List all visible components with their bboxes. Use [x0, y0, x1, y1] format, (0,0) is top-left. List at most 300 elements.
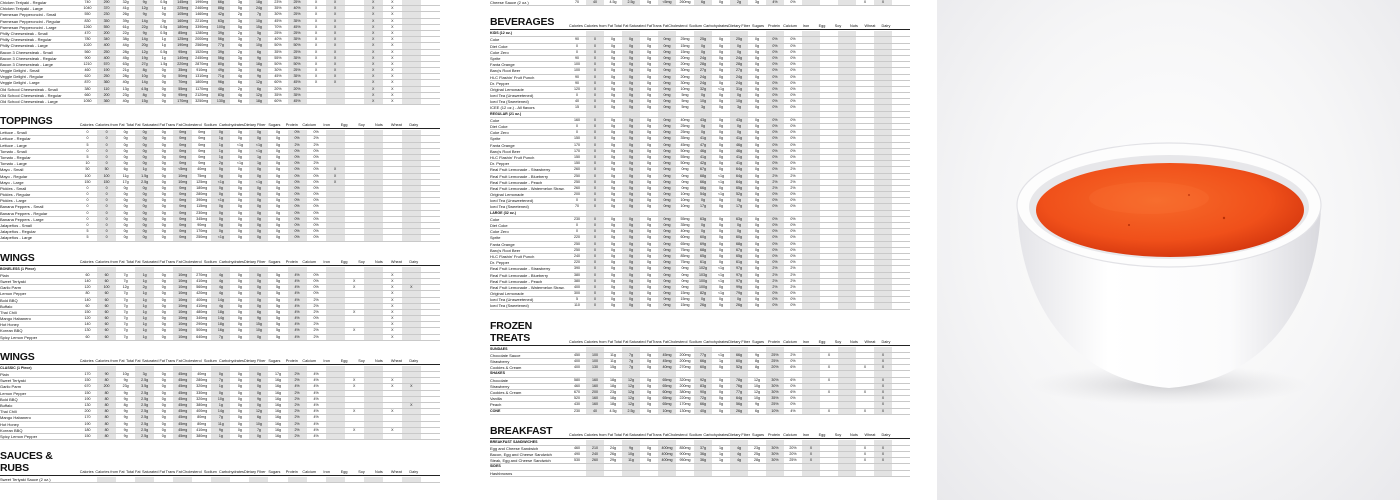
cell-value: 0g: [755, 204, 759, 209]
row-values: [568, 303, 910, 308]
cell-value: [658, 471, 676, 476]
cell-value: [874, 279, 892, 284]
cell-value: 0g: [161, 372, 166, 376]
cell-value: 39g: [122, 18, 129, 23]
item-name: Fanta Orange: [490, 241, 515, 247]
cell-value: 0g: [611, 284, 615, 289]
cell-value: 28g: [122, 49, 129, 54]
cell-value: 6%: [790, 377, 796, 382]
row-values: [568, 402, 910, 407]
cell-value: [820, 347, 838, 352]
cell-value: 35%: [766, 396, 784, 401]
cell-value: X: [391, 285, 394, 290]
item-name: Thai Chili: [0, 309, 17, 315]
cell-value: [421, 235, 440, 240]
cell-value: 0mg: [173, 130, 192, 135]
cell-value: 0g: [755, 142, 759, 147]
cell-value: [766, 31, 784, 36]
cell-value: 0g: [161, 396, 166, 401]
cell-value: 0g: [237, 316, 242, 321]
cell-value: 17g: [274, 372, 281, 376]
cell-value: 36g: [694, 452, 712, 457]
column-header: Soy: [358, 358, 365, 363]
cell-value: [192, 477, 211, 482]
cell-value: [802, 211, 820, 216]
column-header: Wheat: [864, 339, 876, 344]
cell-value: [874, 93, 892, 98]
cell-value: 0g: [611, 124, 615, 128]
cell-value: 0mg: [658, 105, 676, 110]
cell-value: 0g: [755, 173, 759, 178]
cell-value: 25g: [730, 37, 748, 42]
cell-value: [874, 273, 892, 278]
cell-value: 160mg: [173, 19, 192, 24]
cell-value: [838, 143, 856, 148]
cell-value: [640, 112, 658, 117]
item-name: Parmesan Pepperoncini - Regular: [0, 18, 61, 24]
cell-value: 0g: [694, 130, 712, 135]
cell-value: [802, 402, 820, 407]
cell-value: [402, 273, 421, 278]
row-values: [568, 464, 910, 469]
item-name: Bold BBQ: [0, 396, 18, 402]
cell-value: 0mg: [658, 174, 676, 179]
cell-value: [364, 291, 383, 296]
cell-value: 210: [586, 446, 604, 451]
item-name: Tomato - Large: [0, 161, 27, 167]
cell-value: [402, 198, 421, 203]
section-title: BREAKFAST: [490, 424, 553, 437]
cell-value: 52g: [730, 192, 748, 197]
cell-value: 0g: [622, 198, 640, 203]
cell-value: [345, 204, 364, 209]
cell-value: 0g: [694, 223, 712, 228]
cell-value: [820, 93, 838, 98]
column-header: Carbohydrates: [703, 339, 729, 344]
cell-value: 0g: [249, 235, 268, 240]
cell-value: [640, 371, 658, 376]
cell-value: [802, 260, 820, 265]
cell-value: 38g: [122, 37, 129, 42]
cell-value: 0g: [161, 272, 166, 277]
row-values: [568, 217, 910, 222]
cell-value: [622, 347, 640, 352]
cell-value: 90: [575, 37, 579, 42]
cell-value: 200: [97, 384, 116, 389]
cell-value: [364, 384, 383, 389]
cell-value: 4%: [313, 421, 319, 426]
cell-value: 2%: [288, 143, 307, 148]
cell-value: X: [391, 30, 394, 35]
cell-value: 0g: [249, 384, 268, 389]
cell-value: 0: [586, 81, 604, 86]
cell-value: 0%: [313, 285, 319, 290]
cell-value: 0g: [719, 117, 723, 122]
cell-value: 290mg: [196, 322, 208, 327]
cell-value: [892, 235, 910, 240]
cell-value: [712, 464, 730, 469]
cell-value: 0%: [790, 402, 796, 407]
cell-value: 0g: [647, 43, 651, 48]
cell-value: X: [391, 43, 394, 48]
cell-value: 5g: [275, 303, 280, 308]
cell-value: 23g: [610, 389, 616, 394]
cell-value: 0: [586, 180, 604, 185]
cell-value: 14g: [211, 409, 230, 414]
cell-value: 0g: [719, 247, 723, 252]
cell-value: [856, 180, 874, 185]
cell-value: 2.5g: [135, 409, 154, 414]
cell-value: 0g: [123, 210, 128, 215]
column-header: Saturated Fat: [141, 123, 165, 128]
cell-value: 1g: [211, 403, 230, 408]
cell-value: 0g: [647, 229, 651, 234]
cell-value: 2%: [288, 415, 307, 420]
cell-value: [402, 335, 421, 340]
cell-value: 15: [575, 105, 579, 110]
cell-value: 1g: [135, 167, 154, 172]
section-header: [490, 320, 910, 346]
row-values: [78, 130, 440, 135]
cell-value: 60: [97, 316, 116, 321]
cell-value: 900mg: [679, 452, 691, 457]
cell-value: 50%: [274, 43, 282, 48]
cell-value: [364, 335, 383, 340]
cell-value: [97, 477, 116, 482]
cell-value: 150: [84, 433, 91, 438]
cell-value: 0: [97, 217, 116, 222]
cell-value: [892, 471, 910, 476]
cell-value: 0g: [249, 434, 268, 439]
item-name: Jalapeños - Regular: [0, 229, 36, 235]
column-header: Nuts: [850, 432, 858, 437]
cell-value: 0%: [288, 174, 307, 179]
column-header: [422, 470, 439, 475]
cell-value: X: [391, 61, 394, 66]
cell-value: [748, 347, 766, 352]
cell-value: [421, 304, 440, 309]
cell-value: [802, 229, 820, 234]
cell-value: X: [391, 297, 394, 302]
cell-value: 0%: [766, 217, 784, 222]
cell-value: 0g: [611, 167, 615, 172]
cell-value: 0%: [313, 130, 319, 135]
cell-value: [892, 371, 910, 376]
cell-value: [820, 31, 838, 36]
cell-value: [249, 477, 268, 482]
cell-value: 4g: [237, 43, 242, 48]
cell-value: 270mg: [679, 365, 691, 370]
column-header: Calories: [79, 259, 94, 264]
cell-value: 1g: [211, 384, 230, 389]
cell-value: 0g: [647, 266, 651, 271]
item-name: Lemon Pepper: [0, 291, 27, 297]
cell-value: 0g: [237, 433, 242, 438]
cell-value: [586, 471, 604, 476]
cell-value: [421, 223, 440, 228]
cell-value: 0g: [611, 49, 615, 54]
cell-value: 0%: [766, 254, 784, 259]
cell-value: 0%: [313, 210, 319, 215]
cell-value: [802, 161, 820, 166]
cell-value: 0g: [647, 62, 651, 67]
item-name: Hot Honey: [0, 421, 19, 427]
cell-value: [820, 402, 838, 407]
cell-value: [838, 440, 856, 445]
cell-value: 25%: [288, 50, 307, 55]
cell-value: 0g: [211, 186, 230, 191]
cell-value: [802, 248, 820, 253]
cell-value: [568, 471, 586, 476]
cell-value: 35%: [274, 49, 282, 54]
cell-value: X: [364, 25, 383, 30]
cell-value: [856, 174, 874, 179]
cell-value: [802, 347, 820, 352]
cell-value: [820, 471, 838, 476]
cell-value: X: [391, 278, 394, 283]
cell-value: [383, 192, 402, 197]
row-values: [78, 384, 440, 389]
cell-value: 180: [84, 427, 91, 432]
cell-value: 0%: [313, 192, 319, 197]
cell-value: [383, 217, 402, 222]
cell-value: 70%: [274, 24, 282, 29]
row-values: [78, 143, 440, 148]
cell-value: [730, 440, 748, 445]
cell-value: [364, 328, 383, 333]
cell-value: X: [827, 377, 831, 382]
column-header: Trans Fat: [165, 259, 182, 264]
cell-value: [402, 428, 421, 433]
cell-value: [838, 198, 856, 203]
cell-value: 0g: [647, 68, 651, 73]
cell-value: 130g: [211, 99, 230, 104]
cell-value: 0: [586, 155, 604, 160]
cell-value: 0g: [161, 378, 166, 383]
cell-value: 9g: [249, 56, 268, 61]
cell-value: 10mg: [173, 298, 192, 303]
cell-value: 380: [574, 278, 580, 283]
cell-value: [658, 371, 676, 376]
cell-value: 0mg: [173, 211, 192, 216]
cell-value: [856, 242, 874, 247]
cell-value: [364, 223, 383, 228]
section-gap: [490, 6, 910, 16]
cell-value: 0: [586, 68, 604, 73]
cell-value: 95mg: [173, 50, 192, 55]
cell-value: [820, 396, 838, 401]
cell-value: 0g: [622, 44, 640, 49]
cell-value: [402, 155, 421, 160]
cell-value: 0g: [275, 210, 280, 215]
row-values: [568, 297, 910, 302]
cell-value: 380mg: [196, 433, 208, 438]
cell-value: 16g: [274, 378, 281, 383]
cell-value: [802, 235, 820, 240]
cell-value: [856, 359, 874, 364]
cell-value: 1g: [211, 136, 230, 141]
cell-value: [326, 328, 345, 333]
cell-value: 15g: [135, 99, 154, 104]
cell-value: [694, 440, 712, 445]
cell-value: 14g: [211, 316, 230, 321]
cell-value: [694, 347, 712, 352]
cell-value: 15mg: [680, 43, 690, 48]
row-values: [568, 365, 910, 370]
cell-value: 4%: [313, 384, 319, 389]
cell-value: 0%: [790, 192, 796, 197]
cell-value: 0g: [755, 278, 759, 283]
cell-value: 0g: [135, 217, 154, 222]
cell-value: [802, 266, 820, 271]
cell-value: 0g: [123, 136, 128, 141]
cell-value: 10g: [249, 422, 268, 427]
cell-value: [402, 291, 421, 296]
cell-value: [402, 217, 421, 222]
cell-value: [856, 161, 874, 166]
cell-value: 0%: [288, 130, 307, 135]
cell-value: [345, 273, 364, 278]
cell-value: X: [874, 384, 892, 389]
cell-value: 200: [586, 390, 604, 395]
row-values: [78, 31, 440, 36]
cell-value: 620: [84, 74, 91, 79]
cell-value: [730, 112, 748, 117]
cell-value: [838, 75, 856, 80]
cell-value: 0g: [237, 402, 242, 407]
cell-value: 60: [85, 303, 90, 308]
cell-value: X: [874, 0, 892, 5]
cell-value: [856, 155, 874, 160]
row-values: [568, 204, 910, 209]
cell-value: 3390mg: [195, 24, 209, 29]
cell-value: [892, 464, 910, 469]
cell-value: 45%: [288, 99, 307, 104]
cell-value: 0g: [755, 247, 759, 252]
cell-value: 10mg: [173, 273, 192, 278]
cell-value: X: [364, 6, 383, 11]
cell-value: 0g: [719, 62, 723, 67]
cell-value: [326, 87, 345, 92]
cell-value: [421, 87, 440, 92]
cell-value: 0g: [719, 37, 723, 42]
cell-value: [820, 371, 838, 376]
cell-value: [326, 322, 345, 327]
cell-value: <1g: [717, 173, 725, 178]
cell-value: 50%: [274, 61, 282, 66]
cell-value: [326, 397, 345, 402]
cell-value: [820, 223, 838, 228]
cell-value: [874, 266, 892, 271]
cell-value: 46g: [730, 149, 748, 154]
cell-value: 35mg: [680, 223, 690, 227]
cell-value: 27g: [694, 68, 712, 73]
cell-value: 24g: [694, 75, 712, 80]
cell-value: [874, 192, 892, 197]
cell-value: [402, 235, 421, 240]
cell-value: [364, 477, 383, 482]
cell-value: [676, 112, 694, 117]
cell-value: X: [391, 49, 394, 54]
cell-value: 1460mg: [195, 12, 209, 17]
item-name: Strawberry: [490, 383, 510, 389]
cell-value: 0mg: [681, 173, 689, 178]
cell-value: X: [314, 6, 318, 11]
cell-value: X: [874, 396, 892, 401]
cell-value: [364, 149, 383, 154]
cell-value: [820, 87, 838, 92]
cell-value: [192, 267, 211, 272]
cell-value: [345, 192, 364, 197]
cell-value: 0g: [249, 298, 268, 303]
cell-value: 670: [84, 384, 91, 389]
cell-value: 4.5g: [135, 87, 154, 92]
cell-value: 11g: [122, 173, 129, 178]
cell-value: 64g: [730, 396, 748, 401]
item-name: Thai Chili: [0, 409, 17, 415]
cell-value: [383, 155, 402, 160]
cell-value: 18g: [610, 402, 616, 407]
cell-value: [892, 390, 910, 395]
cell-value: 0%: [288, 155, 307, 160]
row-values: [568, 273, 910, 278]
cell-value: [874, 217, 892, 222]
cell-value: [268, 366, 287, 371]
cell-value: 24g: [730, 75, 748, 80]
item-name: Sprite: [490, 136, 501, 142]
cell-value: 2460mg: [195, 6, 209, 11]
cell-value: 0g: [161, 328, 166, 333]
cell-value: 0g: [611, 260, 615, 265]
cell-value: X: [874, 378, 892, 383]
cell-value: 41g: [122, 6, 129, 11]
column-header: Total Fat: [125, 358, 141, 363]
cell-value: X: [326, 12, 345, 17]
row-values: [78, 391, 440, 396]
cell-value: 40g: [694, 409, 712, 414]
cell-value: 0%: [766, 235, 784, 240]
cell-value: [345, 80, 364, 85]
cell-value: 60: [97, 291, 116, 296]
cell-value: [402, 378, 421, 383]
cell-value: 15mg: [680, 49, 690, 54]
cell-value: 40%: [274, 37, 282, 42]
item-name: Real Fruit Lemonade - Blueberry: [490, 173, 549, 179]
cell-value: 60%: [274, 80, 282, 85]
cell-value: 3g: [694, 105, 712, 110]
cell-value: 0mg: [658, 248, 676, 253]
cell-value: 0g: [237, 229, 242, 234]
cell-value: <1g: [717, 278, 725, 283]
cell-value: [402, 310, 421, 315]
item-name: Pickles - Small: [0, 185, 27, 191]
cell-value: [892, 440, 910, 445]
column-header: Iron: [323, 470, 330, 475]
item-name: Coke: [490, 216, 500, 222]
cell-value: 0g: [647, 185, 651, 190]
row-values: [78, 93, 440, 98]
cell-value: 0g: [211, 130, 230, 135]
cell-value: 90mg: [197, 223, 207, 227]
cell-value: 45g: [122, 55, 129, 60]
row-values: [78, 19, 440, 24]
cell-value: [586, 440, 604, 445]
cell-value: <1g: [717, 352, 725, 357]
cell-value: 8g: [135, 93, 154, 98]
column-headers: [78, 260, 440, 265]
cell-value: [402, 19, 421, 24]
cell-value: [326, 211, 345, 216]
